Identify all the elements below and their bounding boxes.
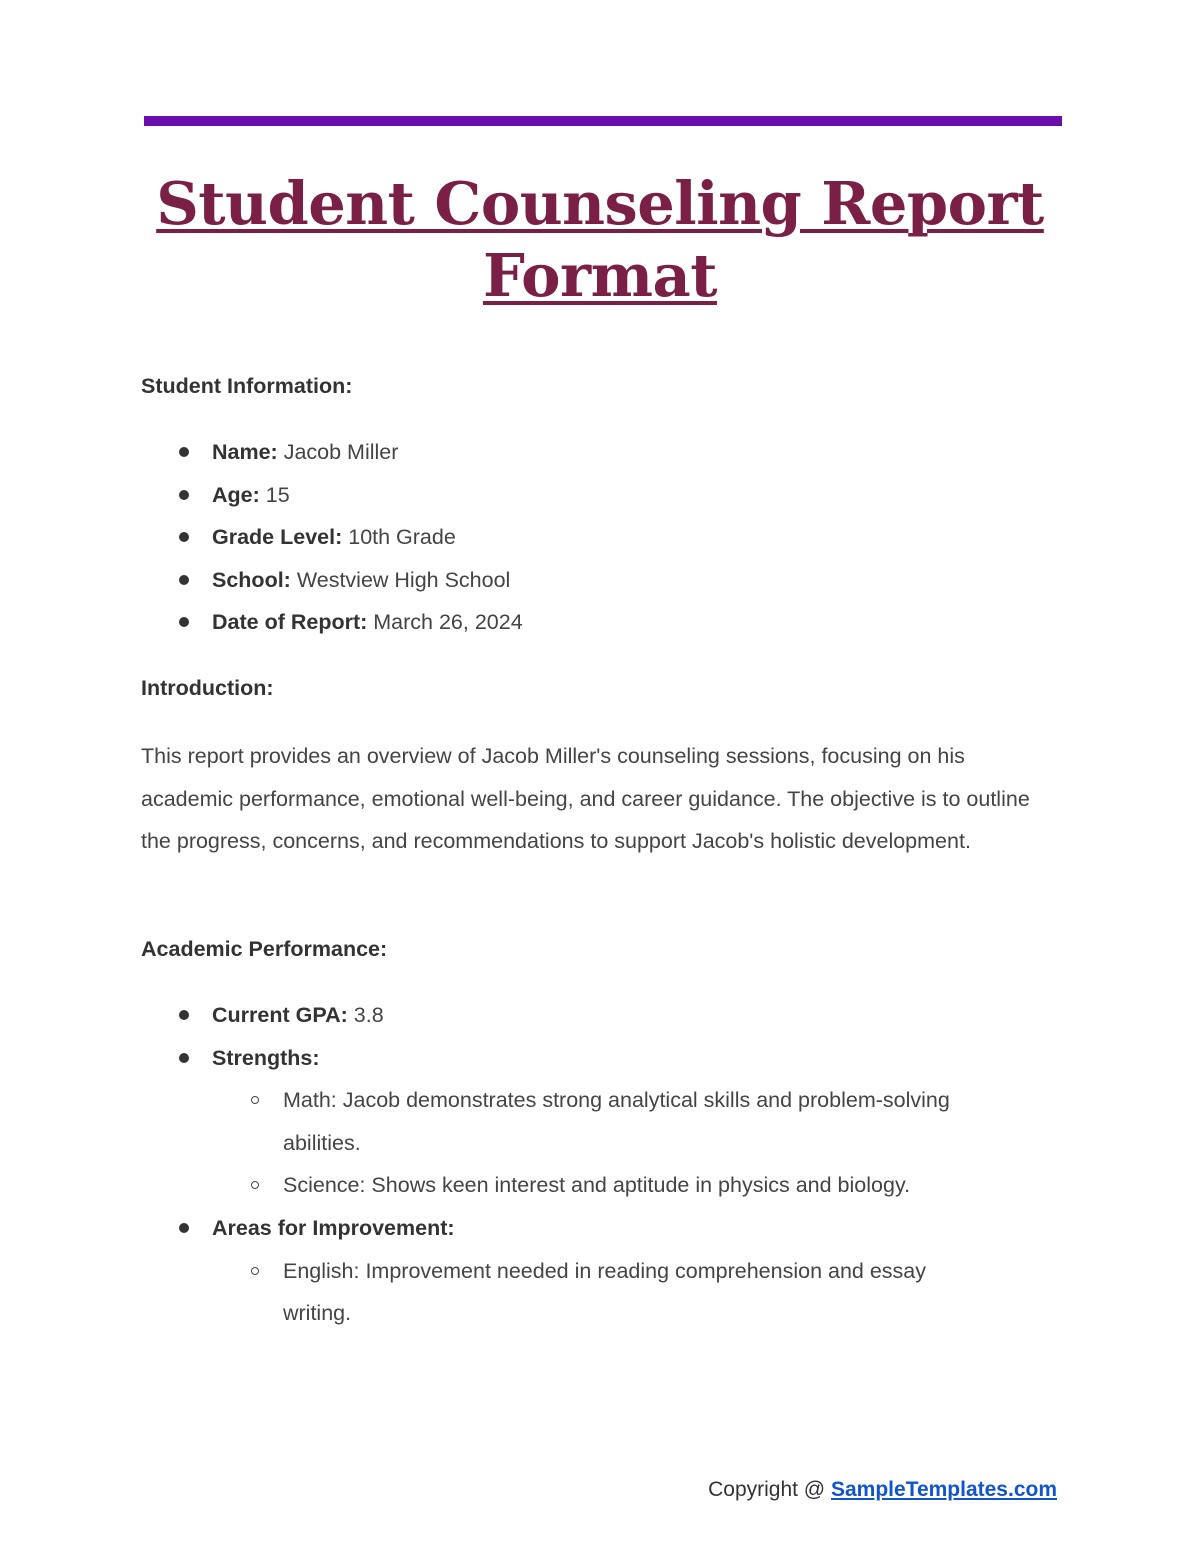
field-label: Age:	[212, 482, 260, 507]
gpa-label: Current GPA:	[212, 1003, 348, 1027]
improvement-sublist	[212, 1250, 1041, 1335]
field-value: March 26, 2024	[373, 610, 523, 635]
list-item	[141, 1037, 1041, 1207]
introduction-heading: Introduction:	[141, 676, 274, 700]
hollow-bullet-icon	[251, 1267, 259, 1275]
field-value: 10th Grade	[348, 525, 456, 550]
gpa-value: 3.8	[353, 1003, 384, 1027]
strength-text: Science: Shows keen interest and aptitude in physics and biology.	[283, 1173, 911, 1198]
document-title: Student Counseling Report Format	[156, 169, 1044, 310]
hollow-bullet-icon	[251, 1181, 259, 1189]
field-value: 15	[265, 482, 290, 507]
bullet-icon	[179, 1010, 189, 1020]
list-item	[141, 1207, 1041, 1335]
field-label: Name:	[212, 440, 278, 464]
bullet-icon	[179, 617, 189, 627]
sampletemplates-link[interactable]: SampleTemplates.com	[830, 1478, 1057, 1501]
bullet-icon	[179, 447, 189, 457]
field-label: School:	[212, 567, 291, 592]
improvement-label: Areas for Improvement:	[212, 1215, 455, 1240]
bullet-icon	[179, 1223, 189, 1233]
academic-heading: Academic Performance:	[141, 937, 388, 961]
hollow-bullet-icon	[251, 1096, 259, 1104]
student-info-list	[141, 431, 523, 644]
top-accent-rule	[144, 116, 1062, 126]
sub-list-item	[212, 1164, 1043, 1207]
field-label: Date of Report:	[212, 610, 368, 635]
field-label: Grade Level:	[212, 525, 343, 550]
list-item	[141, 559, 523, 602]
improvement-text: English: Improvement needed in reading comprehension and essay writing.	[283, 1258, 927, 1326]
list-item	[141, 994, 1041, 1037]
list-item	[141, 601, 523, 644]
strengths-sublist	[212, 1079, 1041, 1207]
bullet-icon	[179, 532, 189, 542]
list-item	[141, 431, 523, 474]
copyright-text: Copyright @	[708, 1478, 826, 1501]
student-info-heading: Student Information:	[141, 374, 353, 398]
bullet-icon	[179, 490, 189, 500]
list-item	[141, 474, 523, 517]
list-item	[141, 516, 523, 559]
footer-copyright	[708, 1478, 1057, 1502]
sub-list-item	[212, 1250, 973, 1335]
introduction-paragraph: This report provides an overview of Jacob Miller's counseling sessions, focusing on his academic performance, emotional well-being, and career guidance. The objective is to outline the progress, concerns, and recommendations to support Jacob's holistic development.	[141, 744, 1030, 854]
academic-list	[141, 994, 1041, 1335]
strength-text: Math: Jacob demonstrates strong analytical skills and problem-solving abilities.	[283, 1088, 950, 1155]
field-value: Westview High School	[296, 567, 511, 592]
strengths-label: Strengths:	[212, 1045, 320, 1070]
bullet-icon	[179, 1053, 189, 1063]
sub-list-item	[212, 1079, 973, 1164]
bullet-icon	[179, 575, 189, 585]
field-value: Jacob Miller	[283, 440, 399, 464]
